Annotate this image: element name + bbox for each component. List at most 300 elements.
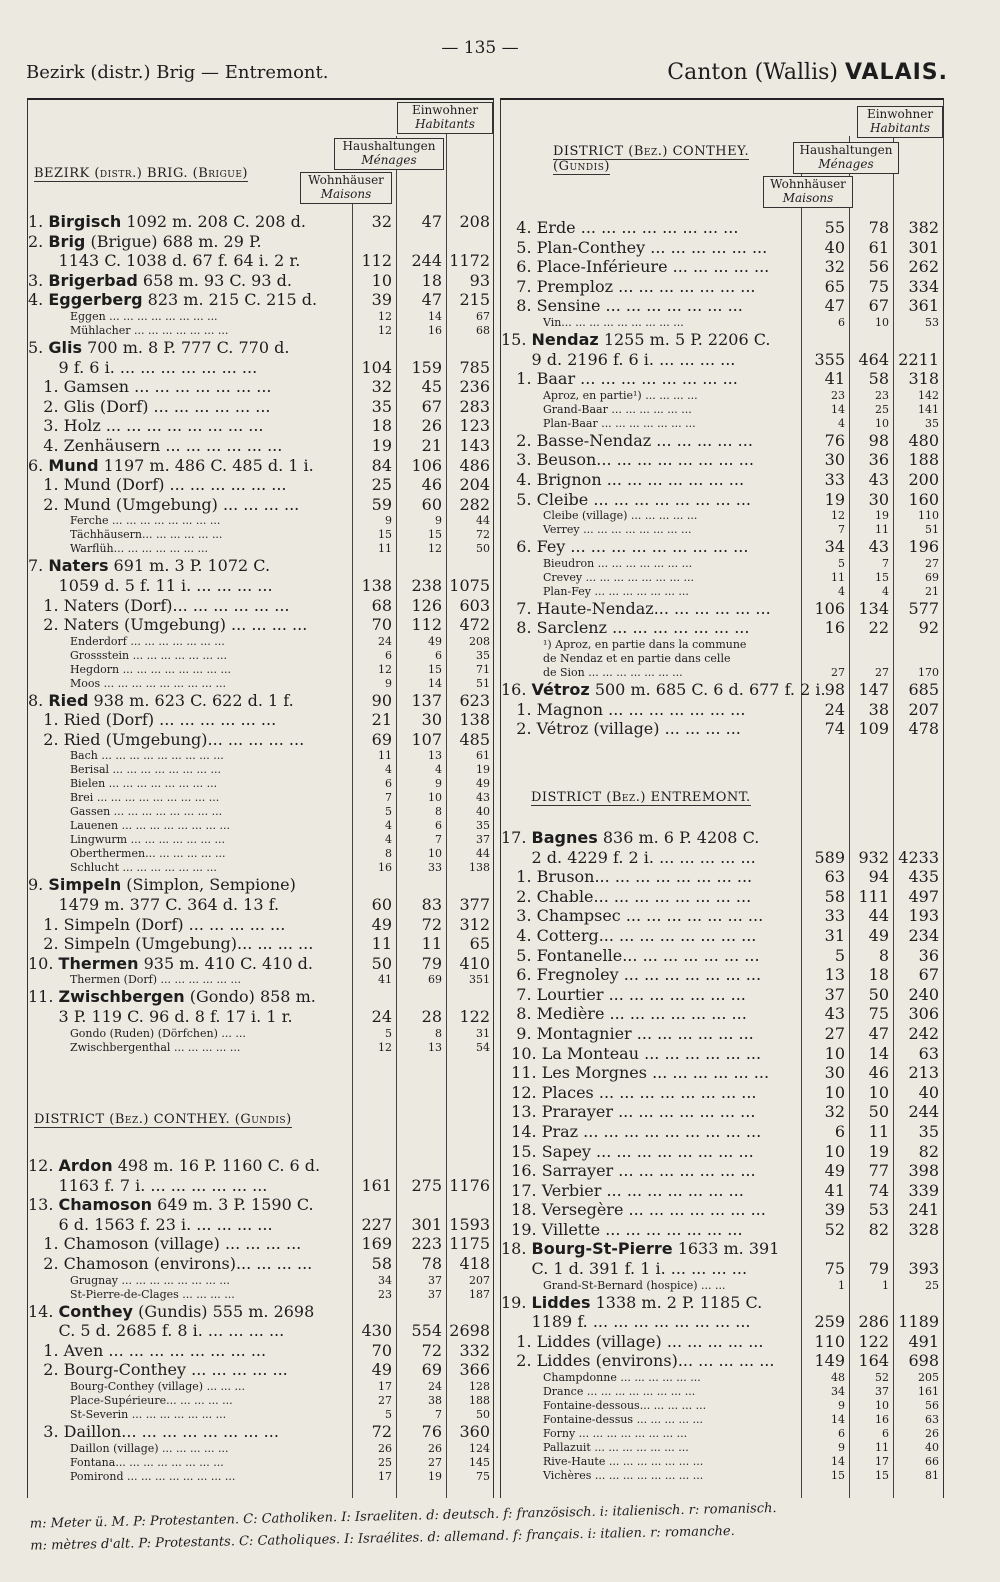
households-value: 28	[421, 1007, 442, 1027]
inhabitants-value: 40	[918, 1082, 939, 1102]
inhabitants-value: 44	[476, 514, 490, 528]
households-value: 56	[868, 257, 889, 277]
inhabitants-value: 36	[918, 945, 939, 965]
place-name: Grand-Baar ... ... ... ... ... ...	[501, 402, 692, 416]
place-name: Bourg-Conthey (village) ... ... ...	[28, 1379, 246, 1393]
habitants-label: Habitants	[415, 117, 475, 131]
households-value: 10	[875, 1399, 889, 1413]
houses-value: 9	[385, 676, 392, 690]
houses-value: 33	[824, 906, 845, 926]
inhabitants-value: 4233	[898, 847, 939, 867]
households-value: 79	[868, 1259, 889, 1279]
houses-value: 23	[378, 1287, 392, 1301]
table-row	[28, 677, 493, 691]
houses-value: 5	[385, 1026, 392, 1040]
households-value: 77	[868, 1161, 889, 1181]
table-row	[28, 456, 493, 476]
place-name: 1. Birgisch 1092 m. 208 C. 208 d.	[28, 212, 306, 231]
households-value: 47	[868, 1023, 889, 1043]
houses-value: 39	[824, 1200, 845, 1220]
houses-value: 34	[831, 1385, 845, 1399]
inhabitants-value: 301	[908, 237, 939, 257]
houses-value: 41	[378, 973, 392, 987]
houses-value: 69	[371, 729, 392, 749]
households-value: 15	[875, 1469, 889, 1483]
table-row	[28, 310, 493, 324]
table-row	[501, 431, 943, 451]
inhabitants-value: 205	[918, 1371, 939, 1385]
place-name: 14. Conthey (Gundis) 555 m. 2698	[28, 1301, 315, 1321]
place-name: 1059 d. 5 f. 11 i. ... ... ... ...	[28, 575, 273, 595]
households-value: 223	[411, 1234, 442, 1254]
place-name: 13. Chamoson 649 m. 3 P. 1590 C.	[28, 1195, 314, 1215]
place-name: 14. Praz ... ... ... ... ... ... ... ... ...	[501, 1121, 762, 1141]
table-row	[501, 719, 943, 739]
place-name: Cleibe (village) ... ... ... ... ...	[501, 509, 698, 523]
houses-value: 35	[371, 396, 392, 416]
table-row	[28, 987, 493, 1007]
table-row	[28, 1195, 493, 1215]
col-header-wohnhauser	[763, 176, 853, 208]
inhabitants-value: 50	[476, 542, 490, 556]
houses-value: 25	[378, 1455, 392, 1469]
table-row	[501, 1399, 943, 1413]
inhabitants-value: 361	[908, 296, 939, 316]
households-value: 14	[428, 309, 442, 323]
inhabitants-value: 334	[908, 276, 939, 296]
place-name: Daillon (village) ... ... ... ... ...	[28, 1441, 229, 1455]
inhabitants-value: 339	[908, 1180, 939, 1200]
table-row	[501, 1293, 943, 1313]
place-name: 16. Sarrayer ... ... ... ... ... ... ...	[501, 1161, 756, 1181]
households-value: 53	[868, 1200, 889, 1220]
inhabitants-value: 142	[918, 388, 939, 402]
place-name: Forny ... ... ... ... ... ... ... ...	[501, 1427, 688, 1441]
table-row	[501, 1122, 943, 1142]
place-name: Brei ... ... ... ... ... ... ... ... ...	[28, 791, 220, 805]
households-value: 464	[858, 349, 889, 369]
habitants-label: Habitants	[870, 121, 930, 135]
place-name: Hegdorn ... ... ... ... ... ... ... ...	[28, 662, 232, 676]
place-name: 2. Mund (Umgebung) ... ... ... ...	[28, 494, 300, 514]
section-label-text: BEZIRK (distr.) BRIG. (Brigue)	[34, 166, 249, 181]
houses-value: 60	[371, 895, 392, 915]
households-value: 10	[428, 847, 442, 861]
inhabitants-value: 44	[476, 847, 490, 861]
col-header-haushaltungen	[793, 142, 899, 174]
table-row	[28, 1442, 493, 1456]
inhabitants-value: 138	[459, 710, 490, 730]
inhabitants-value: 685	[908, 679, 939, 699]
inhabitants-value: 491	[908, 1331, 939, 1351]
houses-value: 6	[385, 777, 392, 791]
place-name: Grossstein ... ... ... ... ... ... ...	[28, 648, 227, 662]
place-name: 12. Places ... ... ... ... ... ... ... ...	[501, 1082, 757, 1102]
houses-value: 12	[378, 1040, 392, 1054]
section-label-conthey	[34, 1112, 292, 1127]
table-row	[28, 377, 493, 397]
houses-value: 5	[834, 945, 845, 965]
houses-value: 49	[371, 1360, 392, 1380]
place-name: 3. Holz ... ... ... ... ... ... ... ...	[28, 416, 264, 436]
households-value: 12	[428, 542, 442, 556]
inhabitants-value: 196	[908, 537, 939, 557]
houses-value: 84	[371, 455, 392, 475]
table-row	[28, 576, 493, 596]
houses-value: 17	[378, 1469, 392, 1483]
inhabitants-value: 204	[459, 475, 490, 495]
households-value: 58	[868, 369, 889, 389]
place-name: ¹) Aproz, en partie dans la commune	[501, 637, 747, 651]
inhabitants-value: 71	[476, 662, 490, 676]
inhabitants-value: 50	[476, 1407, 490, 1421]
place-name: 9 f. 6 i. ... ... ... ... ... ... ...	[28, 357, 258, 377]
inhabitants-value: 31	[476, 1026, 490, 1040]
table-row	[28, 528, 493, 542]
place-name: 1. Simpeln (Dorf) ... ... ... ... ...	[28, 914, 286, 934]
inhabitants-value: 188	[469, 1393, 490, 1407]
place-name: 5. Fontanelle... ... ... ... ... ... ...	[501, 945, 760, 965]
header-right	[667, 60, 948, 85]
inhabitants-value: 207	[469, 1273, 490, 1287]
houses-value: 47	[824, 296, 845, 316]
inhabitants-value: 312	[459, 914, 490, 934]
table-row	[501, 1044, 943, 1064]
inhabitants-value: 40	[476, 805, 490, 819]
table-row	[28, 1394, 493, 1408]
houses-value: 161	[361, 1175, 392, 1195]
houses-value: 14	[831, 1455, 845, 1469]
households-value: 37	[428, 1273, 442, 1287]
table-row	[28, 710, 493, 730]
table-row	[501, 296, 943, 316]
households-value: 107	[411, 729, 442, 749]
inhabitants-value: 61	[476, 749, 490, 763]
inhabitants-value: 81	[925, 1469, 939, 1483]
inhabitants-value: 241	[908, 1200, 939, 1220]
place-name: 3. Brigerbad 658 m. 93 C. 93 d.	[28, 270, 292, 290]
inhabitants-value: 37	[476, 833, 490, 847]
place-name: 7. Naters 691 m. 3 P. 1072 C.	[28, 556, 271, 576]
houses-value: 26	[378, 1441, 392, 1455]
header-left: Bezirk (distr.) Brig — Entremont.	[26, 62, 329, 83]
col-header-einwohner	[857, 106, 943, 138]
place-name: Vichères ... ... ... ... ... ... ... ...	[501, 1469, 704, 1483]
houses-value: 19	[824, 489, 845, 509]
households-value: 69	[428, 973, 442, 987]
table-row	[28, 833, 493, 847]
houses-value: 41	[824, 369, 845, 389]
houses-value: 49	[824, 1161, 845, 1181]
inhabitants-value: 623	[459, 690, 490, 710]
page-number: — 135 —	[441, 38, 519, 58]
inhabitants-value: 92	[918, 618, 939, 638]
houses-value: 25	[371, 475, 392, 495]
table-row	[501, 585, 943, 599]
table-row	[28, 475, 493, 495]
place-name: Vin... ... ... ... ... ... ... ... ...	[501, 315, 684, 329]
inhabitants-value: 2211	[898, 349, 939, 369]
houses-value: 70	[371, 615, 392, 635]
households-value: 26	[421, 416, 442, 436]
inhabitants-value: 332	[459, 1340, 490, 1360]
houses-value: 43	[824, 1004, 845, 1024]
households-value: 76	[421, 1421, 442, 1441]
houses-value: 74	[824, 719, 845, 739]
table-row	[501, 638, 943, 652]
inhabitants-value: 236	[459, 377, 490, 397]
households-value: 75	[868, 1004, 889, 1024]
table-row	[501, 1004, 943, 1024]
households-value: 75	[868, 276, 889, 296]
table-row	[501, 618, 943, 638]
table-row	[501, 490, 943, 510]
table-row	[28, 251, 493, 271]
place-name: 9. Simpeln (Simplon, Sempione)	[28, 875, 296, 895]
place-name: Berisal ... ... ... ... ... ... ... ...	[28, 763, 221, 777]
houses-value: 24	[824, 699, 845, 719]
table-row	[28, 934, 493, 954]
inhabitants-value: 282	[459, 494, 490, 514]
table-row	[501, 557, 943, 571]
table-row	[501, 887, 943, 907]
households-value: 8	[878, 945, 889, 965]
inhabitants-value: 497	[908, 886, 939, 906]
inhabitants-value: 123	[459, 416, 490, 436]
maisons-label: Maisons	[782, 191, 834, 205]
houses-value: 11	[371, 934, 392, 954]
houses-value: 16	[824, 618, 845, 638]
inhabitants-value: 234	[908, 925, 939, 945]
houses-value: 14	[831, 402, 845, 416]
inhabitants-value: 188	[908, 450, 939, 470]
households-value: 16	[428, 323, 442, 337]
table-row	[501, 1259, 943, 1279]
place-name: 4. Cotterg... ... ... ... ... ... ... ...	[501, 925, 757, 945]
table-row	[501, 965, 943, 985]
right-table	[501, 218, 943, 739]
houses-value: 52	[824, 1219, 845, 1239]
table-row	[28, 805, 493, 819]
households-value: 244	[411, 251, 442, 271]
table-row	[501, 666, 943, 680]
place-name: 16. Vétroz 500 m. 685 C. 6 d. 677 f. 2 i.	[501, 679, 826, 699]
households-value: 37	[875, 1385, 889, 1399]
table-row	[28, 1408, 493, 1422]
houses-value: 11	[378, 749, 392, 763]
table-row	[28, 324, 493, 338]
place-name: de Sion ... ... ... ... ... ... ...	[501, 665, 683, 679]
houses-value: 21	[371, 710, 392, 730]
houses-value: 1	[838, 1278, 845, 1292]
households-value: 6	[435, 648, 442, 662]
table-row	[28, 1027, 493, 1041]
header-valais: VALAIS.	[845, 60, 948, 85]
place-name: Bieudron ... ... ... ... ... ... ...	[501, 556, 693, 570]
section-label-text: DISTRICT (Bez.) CONTHEY. (Gundis)	[34, 1112, 292, 1127]
inhabitants-value: 603	[459, 595, 490, 615]
inhabitants-value: 51	[476, 676, 490, 690]
place-name: 19. Villette ... ... ... ... ... ... ...	[501, 1219, 743, 1239]
table-row	[28, 542, 493, 556]
houses-value: 59	[371, 494, 392, 514]
table-row	[501, 470, 943, 490]
households-value: 98	[868, 430, 889, 450]
table-row	[501, 828, 943, 848]
place-name: 4. Brignon ... ... ... ... ... ... ...	[501, 469, 745, 489]
place-name: 1. Bruson... ... ... ... ... ... ... ...	[501, 867, 753, 887]
inhabitants-value: 577	[908, 598, 939, 618]
households-value: 78	[421, 1253, 442, 1273]
houses-value: 16	[378, 861, 392, 875]
houses-value: 70	[371, 1340, 392, 1360]
place-name: 6. Mund 1197 m. 486 C. 485 d. 1 i.	[28, 455, 314, 475]
place-name: Grand-St-Bernard (hospice) ... ...	[501, 1278, 726, 1292]
col-header-haushaltungen	[334, 138, 444, 170]
inhabitants-value: 93	[469, 270, 490, 290]
households-value: 11	[421, 934, 442, 954]
place-name: 1143 C. 1038 d. 67 f. 64 i. 2 r.	[28, 251, 301, 271]
table-row	[501, 906, 943, 926]
place-name: 1479 m. 377 C. 364 d. 13 f.	[28, 895, 280, 915]
inhabitants-value: 145	[469, 1455, 490, 1469]
place-name: 10. Thermen 935 m. 410 C. 410 d.	[28, 953, 313, 973]
table-row	[28, 1360, 493, 1380]
inhabitants-value: 208	[459, 212, 490, 231]
right-column	[500, 98, 944, 1498]
legend	[30, 1494, 951, 1557]
left-table	[28, 212, 493, 1055]
houses-value: 18	[371, 416, 392, 436]
houses-value: 4	[385, 763, 392, 777]
households-value: 8	[435, 805, 442, 819]
place-name: Lingwurm ... ... ... ... ... ... ...	[28, 833, 226, 847]
table-row	[501, 1142, 943, 1162]
place-name: 15. Sapey ... ... ... ... ... ... ... ...	[501, 1141, 754, 1161]
place-name: 2. Brig (Brigue) 688 m. 29 P.	[28, 231, 262, 251]
households-value: 47	[421, 290, 442, 310]
wohnhauser-label: Wohnhäuser	[770, 177, 846, 191]
houses-value: 41	[824, 1180, 845, 1200]
table-row	[28, 212, 493, 232]
households-value: 159	[411, 357, 442, 377]
houses-value: 6	[838, 1427, 845, 1441]
table-row	[501, 700, 943, 720]
houses-value: 50	[371, 953, 392, 973]
table-row	[501, 1385, 943, 1399]
inhabitants-value: 360	[459, 1421, 490, 1441]
inhabitants-value: 398	[908, 1161, 939, 1181]
houses-value: 355	[814, 349, 845, 369]
table-row	[501, 946, 943, 966]
table-row	[28, 1321, 493, 1341]
table-row	[501, 867, 943, 887]
households-value: 61	[868, 237, 889, 257]
households-value: 79	[421, 953, 442, 973]
households-value: 147	[858, 679, 889, 699]
households-value: 6	[435, 819, 442, 833]
households-value: 134	[858, 598, 889, 618]
inhabitants-value: 485	[459, 729, 490, 749]
households-value: 43	[868, 469, 889, 489]
houses-value: 31	[824, 925, 845, 945]
place-name: 6 d. 1563 f. 23 i. ... ... ... ...	[28, 1214, 273, 1234]
households-value: 46	[868, 1063, 889, 1083]
inhabitants-value: 40	[925, 1441, 939, 1455]
inhabitants-value: 51	[925, 523, 939, 537]
table-row	[501, 403, 943, 417]
households-value: 67	[868, 296, 889, 316]
houses-value: 30	[824, 450, 845, 470]
einwohner-label: Einwohner	[411, 103, 479, 117]
houses-value: 23	[831, 388, 845, 402]
place-name: 5. Plan-Conthey ... ... ... ... ... ...	[501, 237, 768, 257]
place-name: 3. Champsec ... ... ... ... ... ... ...	[501, 906, 764, 926]
houses-value: 27	[378, 1393, 392, 1407]
place-name: 4. Erde ... ... ... ... ... ... ... ...	[501, 218, 739, 237]
place-name: 8. Sensine ... ... ... ... ... ... ...	[501, 296, 743, 316]
households-value: 111	[858, 886, 889, 906]
households-value: 1	[882, 1278, 889, 1292]
inhabitants-value: 27	[925, 556, 939, 570]
table-row	[501, 369, 943, 389]
houses-value: 589	[814, 847, 845, 867]
place-name: Pallazuit ... ... ... ... ... ... ...	[501, 1441, 689, 1455]
households-value: 45	[421, 377, 442, 397]
houses-value: 4	[838, 416, 845, 430]
inhabitants-value: 35	[476, 819, 490, 833]
households-value: 554	[411, 1321, 442, 1341]
table-row	[501, 1239, 943, 1259]
place-name: 1. Ried (Dorf) ... ... ... ... ... ...	[28, 710, 277, 730]
place-name: Eggen ... ... ... ... ... ... ... ...	[28, 309, 218, 323]
houses-value: 12	[831, 509, 845, 523]
table-row	[501, 985, 943, 1005]
place-name: Champdonne ... ... ... ... ... ...	[501, 1371, 701, 1385]
households-value: 11	[875, 1441, 889, 1455]
inhabitants-value: 21	[925, 584, 939, 598]
table-row	[28, 232, 493, 252]
houses-value: 30	[824, 1063, 845, 1083]
households-value: 10	[875, 416, 889, 430]
place-name: 6. Fregnoley ... ... ... ... ... ... ...	[501, 965, 762, 985]
inhabitants-value: 35	[925, 416, 939, 430]
table-row	[501, 1413, 943, 1427]
place-name: 1. Magnon ... ... ... ... ... ... ...	[501, 699, 746, 719]
place-name: 3. Beuson... ... ... ... ... ... ... ...	[501, 450, 754, 470]
households-value: 301	[411, 1214, 442, 1234]
haushaltungen-label: Haushaltungen	[799, 143, 893, 157]
households-value: 18	[421, 270, 442, 290]
households-value: 9	[435, 777, 442, 791]
table-row	[501, 316, 943, 330]
place-name: 1. Mund (Dorf) ... ... ... ... ... ...	[28, 475, 287, 495]
inhabitants-value: 138	[469, 861, 490, 875]
inhabitants-value: 435	[908, 867, 939, 887]
inhabitants-value: 65	[469, 934, 490, 954]
place-name: 2. Vétroz (village) ... ... ... ...	[501, 719, 741, 739]
houses-value: 48	[831, 1371, 845, 1385]
table-row	[28, 495, 493, 515]
place-name: 2. Liddes (environs)... ... ... ... ...	[501, 1351, 775, 1371]
place-name: 12. Ardon 498 m. 16 P. 1160 C. 6 d.	[28, 1156, 321, 1175]
houses-value: 4	[385, 833, 392, 847]
place-name: Zwischbergenthal ... ... ... ... ...	[28, 1040, 241, 1054]
table-row	[501, 1371, 943, 1385]
place-name: 2. Naters (Umgebung) ... ... ... ...	[28, 615, 308, 635]
inhabitants-value: 393	[908, 1259, 939, 1279]
place-name: Schlucht ... ... ... ... ... ... ...	[28, 861, 217, 875]
